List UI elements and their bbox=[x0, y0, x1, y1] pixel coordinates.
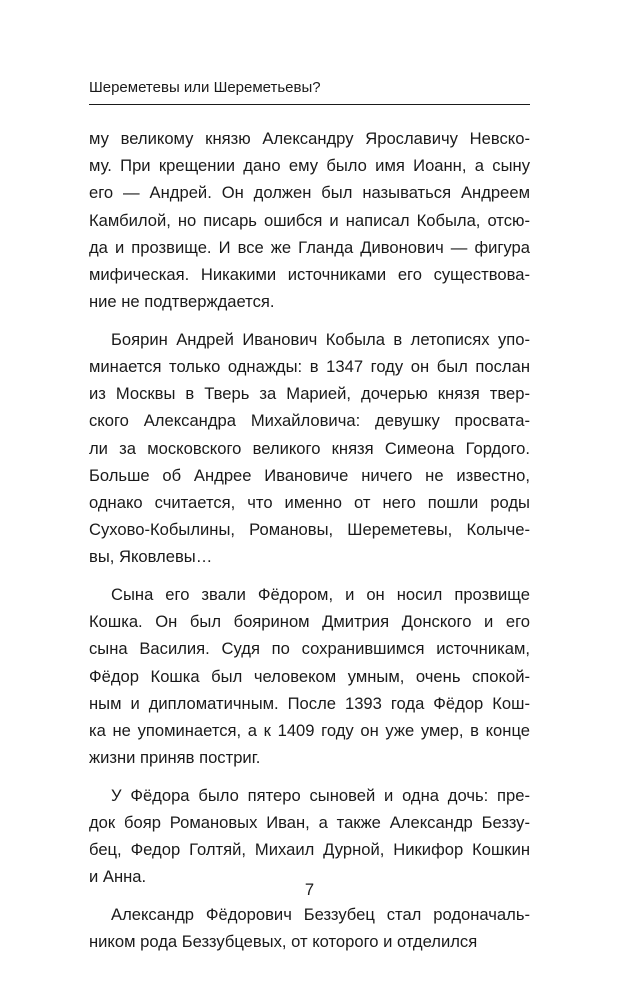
text-line: ли за московского великого князя Симеона Гордого. bbox=[89, 438, 530, 458]
text-line: ником рода Беззубцевых, от которого и отделился bbox=[89, 932, 478, 952]
body-text bbox=[89, 125, 530, 955]
paragraph bbox=[89, 901, 530, 955]
text-line: ным и дипломатичным. После 1393 года Фёдор Кош- bbox=[89, 693, 530, 713]
text-line: Камбилой, но писарь ошибся и написал Кобыла, отсю- bbox=[89, 210, 530, 230]
text-line: жизни приняв постриг. bbox=[89, 748, 261, 768]
text-line: однако считается, что именно от него пошли роды bbox=[89, 492, 530, 512]
paragraph-gap bbox=[89, 315, 530, 326]
text-line: Фёдор Кошка был человеком умным, очень спокой- bbox=[89, 666, 530, 686]
paragraph-gap bbox=[89, 771, 530, 782]
text-line: сына Василия. Судя по сохранившимся источникам, bbox=[89, 639, 530, 659]
text-line: док бояр Романовых Иван, а также Александр Беззу- bbox=[89, 813, 530, 832]
text-line: ского Александра Михайловича: девушку просвата- bbox=[89, 411, 530, 431]
text-line: Сухово-Кобылины, Романовы, Шереметевы, Колыче- bbox=[89, 520, 530, 540]
text-line: и Анна. bbox=[89, 867, 147, 887]
text-line: му великому князю Александру Ярославичу Невско- bbox=[89, 129, 530, 148]
text-line: его — Андрей. Он должен был называться Андреем bbox=[89, 183, 530, 203]
paragraph bbox=[89, 125, 530, 315]
text-line: вы, Яковлевы… bbox=[89, 547, 213, 567]
text-line: Кошка. Он был боярином Дмитрия Донского и его bbox=[89, 612, 530, 632]
running-header bbox=[89, 78, 530, 105]
paragraph bbox=[89, 782, 530, 891]
text-line: из Москвы в Тверь за Марией, дочерью князя твер- bbox=[89, 384, 530, 404]
text-line: У Фёдора было пятеро сыновей и одна дочь: пре- bbox=[111, 785, 530, 805]
paragraph bbox=[89, 581, 530, 771]
running-title: Шереметевы или Шереметьевы? bbox=[89, 79, 321, 96]
text-line: Александр Фёдорович Беззубец стал родоначаль- bbox=[111, 905, 530, 925]
text-line: ка не упоминается, а к 1409 году он уже умер, в конце bbox=[89, 720, 530, 740]
text-line: бец, Федор Голтяй, Михаил Дурной, Никифор Кошкин bbox=[89, 840, 530, 860]
text-line: Сына его звали Фёдором, и он носил прозвище bbox=[111, 585, 530, 604]
text-line: минается только однажды: в 1347 году он был послан bbox=[89, 357, 530, 376]
text-line: ние не подтверждается. bbox=[89, 292, 275, 312]
text-line: му. При крещении дано ему было имя Иоанн, а сыну bbox=[89, 156, 530, 176]
text-line: мифическая. Никакими источниками его существова- bbox=[89, 264, 530, 284]
paragraph bbox=[89, 326, 530, 571]
page-number: 7 bbox=[304, 880, 315, 899]
text-line: да и прозвище. И все же Гланда Дивонович — фигура bbox=[89, 237, 530, 257]
text-line: Боярин Андрей Иванович Кобыла в летописях упо- bbox=[111, 329, 530, 349]
text-line: Больше об Андрее Ивановиче ничего не известно, bbox=[89, 465, 530, 485]
paragraph-gap bbox=[89, 571, 530, 582]
